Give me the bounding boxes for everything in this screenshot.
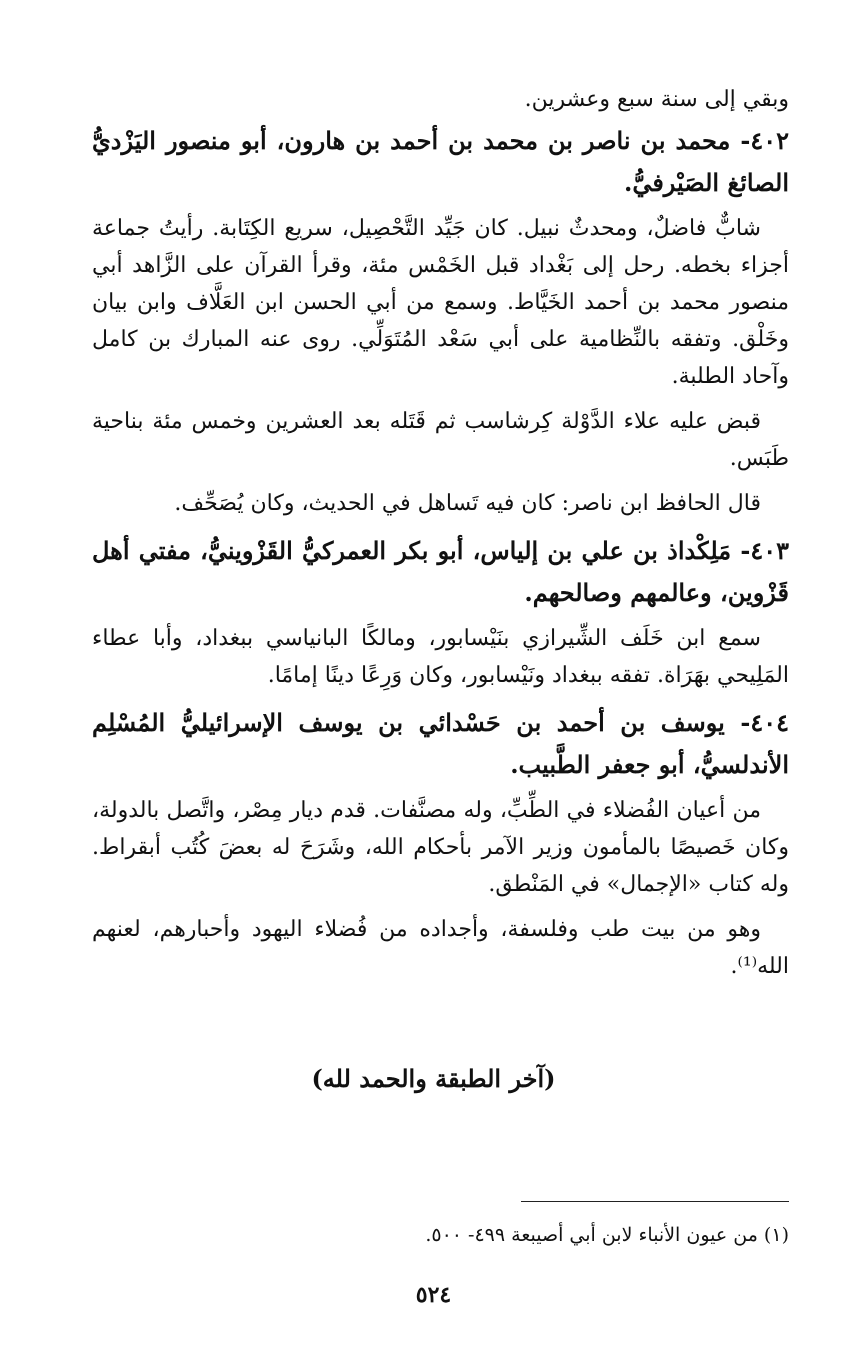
entry-paragraph: سمع ابن خَلَف الشِّيرازي بنَيْسابور، ومالكًا البانياسي ببغداد، وأبا عطاء المَلِيحي بهَرَاة. تفقه ببغداد ونَيْسابور، وكان وَرِعًا دينًا إمامًا.	[92, 626, 789, 688]
entry-paragraph: وهو من بيت طب وفلسفة، وأجداده من فُضلاء اليهود وأحبارهم، لعنهم الله⁽¹⁾.	[92, 917, 789, 979]
entry-heading: ٤٠٤- يوسف بن أحمد بن حَسْدائي بن يوسف الإسرائيليُّ المُسْلِم الأندلسيُّ، أبو جعفر الطَّبيب.	[92, 708, 789, 779]
entry-paragraph: قال الحافظ ابن ناصر: كان فيه تَساهل في الحديث، وكان يُصَحِّف.	[174, 491, 761, 516]
footnote: (١) من عيون الأنباء لابن أبي أصيبعة ٤٩٩- ٥٠٠.	[425, 1224, 789, 1246]
entry-403	[92, 530, 789, 694]
entry-404	[92, 702, 789, 985]
footnote-divider	[521, 1201, 789, 1202]
closing-line: (آخر الطبقة والحمد لله)	[311, 1064, 556, 1093]
entry-heading: ٤٠٣- مَلِكْداذ بن علي بن إلياس، أبو بكر العمركيُّ القَزْوينيُّ، مفتي أهل قَزْوين، وعالمهم وصالحهم.	[92, 536, 789, 607]
page-body	[92, 82, 789, 993]
entry-paragraph: من أعيان الفُضلاء في الطِّبِّ، وله مصنَّفات. قدم ديار مِصْر، واتَّصل بالدولة، وكان خَصيصًا بالمأمون وزير الآمر بأحكام الله، وشَرَحَ له بعضَ كُتُب أبقراط. وله كتاب «الإجمال» في المَنْطق.	[92, 798, 789, 897]
entry-paragraph: قبض عليه علاء الدَّوْلة كِرشاسب ثم قَتَله بعد العشرين وخمس مئة بناحية طَبَس.	[92, 409, 789, 471]
carryover-line: وبقي إلى سنة سبع وعشرين.	[524, 87, 789, 112]
entry-heading: ٤٠٢- محمد بن ناصر بن محمد بن أحمد بن هارون، أبو منصور اليَزْديُّ الصائغ الصَيْرفيُّ.	[92, 126, 789, 197]
entry-paragraph: شابٌّ فاضلٌ، ومحدثٌ نبيل. كان جَيِّد التَّحْصِيل، سريع الكِتَابة. رأيتُ جماعة أجزاء بخطه. رحل إلى بَغْداد قبل الخَمْس مئة، وقرأ القرآن على الزَّاهد أبي منصور محمد بن أحمد الخَيَّاط. وسمع من أبي الحسن ابن العَلَّاف وابن بيان وخَلْق. وتفقه بالنِّظامية على أبي سَعْد المُتَوَلِّي. روى عنه المبارك بن كامل وآحاد الطلبة.	[92, 216, 789, 389]
page-number: ٥٢٤	[415, 1282, 452, 1308]
entry-402	[92, 120, 789, 522]
